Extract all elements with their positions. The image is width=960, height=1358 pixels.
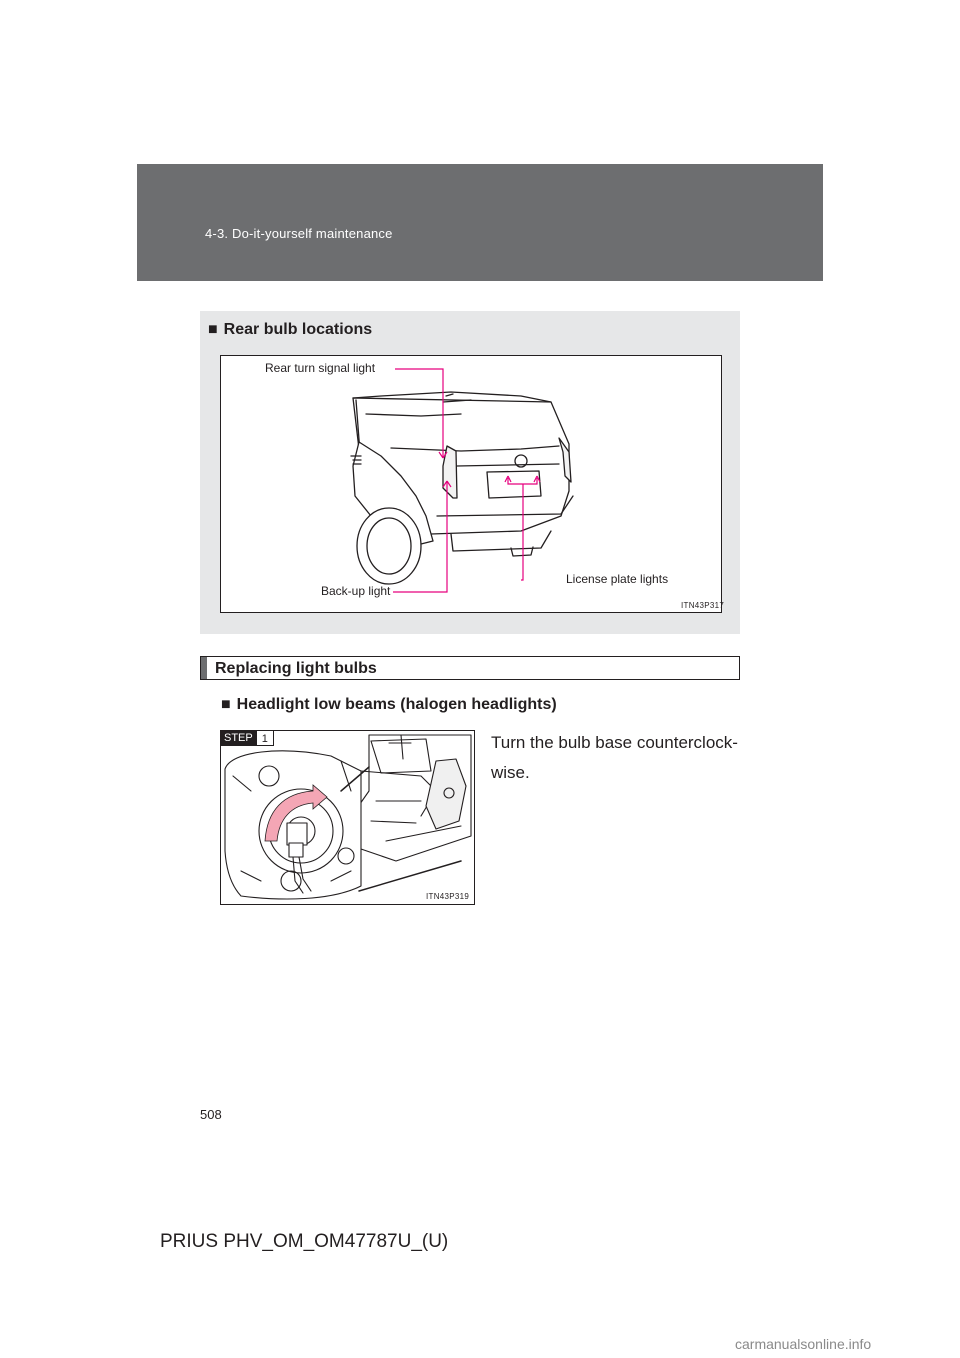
- callout-license-plate-lights: License plate lights: [566, 572, 669, 586]
- callout-back-up-light: Back-up light: [321, 584, 391, 598]
- rear-bulb-figure: [220, 355, 725, 613]
- headlight-figure: [220, 730, 475, 905]
- rear-bulb-heading-text: Rear bulb locations: [223, 321, 373, 338]
- square-bullet-icon: ■: [208, 321, 218, 338]
- step-number: 1: [257, 730, 274, 746]
- figure-code: ITN43P319: [426, 892, 470, 901]
- replacing-bulbs-title: Replacing light bulbs: [215, 660, 377, 677]
- step-label: STEP: [220, 730, 257, 746]
- section-title: 4-3. Do-it-yourself maintenance: [205, 226, 393, 241]
- headlight-low-beams-heading: [221, 696, 557, 714]
- replacing-bulbs-heading-bar: [200, 656, 740, 680]
- watermark: carmanualsonline.info: [735, 1336, 872, 1352]
- callout-rear-turn-signal: Rear turn signal light: [265, 361, 376, 375]
- headlight-low-beams-heading-text: Headlight low beams (halogen headlights): [236, 696, 557, 713]
- rear-bulb-heading: [208, 321, 372, 339]
- headlight-illustration: [221, 731, 474, 904]
- heading-accent-stripe: [201, 657, 207, 679]
- square-bullet-icon: ■: [221, 696, 231, 713]
- step-instruction: Turn the bulb base counterclock-wise.: [491, 733, 738, 782]
- header-band: [137, 164, 823, 281]
- license-plate-leader-line: [508, 478, 537, 580]
- rear-turn-signal-leader-line: [395, 369, 443, 458]
- page-number: 508: [200, 1107, 222, 1122]
- figure-code: ITN43P317: [681, 601, 725, 610]
- document-id: PRIUS PHV_OM_OM47787U_(U): [160, 1231, 449, 1252]
- step-badge: [220, 730, 274, 746]
- back-up-leader-line: [393, 481, 447, 592]
